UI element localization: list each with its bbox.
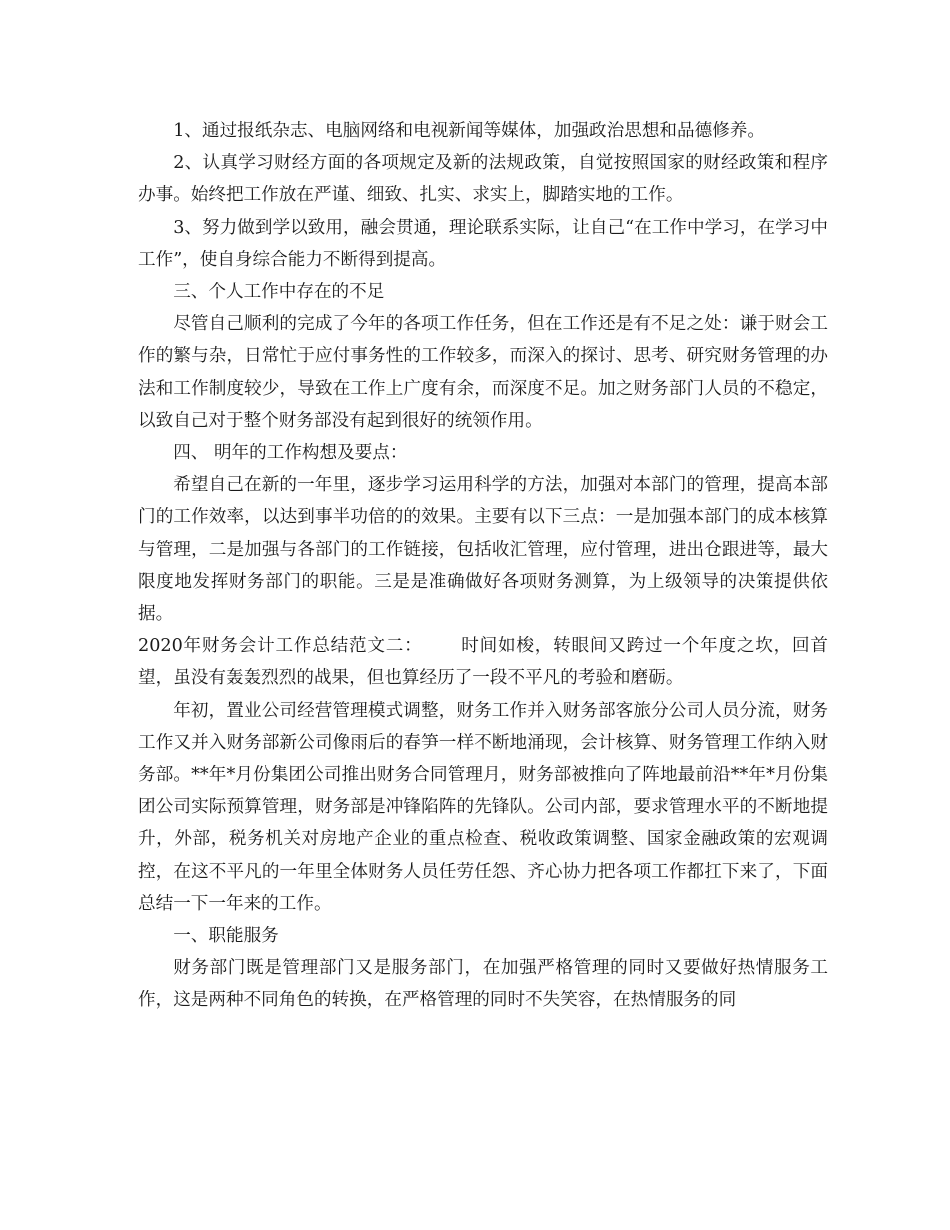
paragraph-function-service: 财务部门既是管理部门又是服务部门，在加强严格管理的同时又要做好热情服务工作，这是两种不同角色的转换，在严格管理的同时不失笑容，在热情服务的同	[138, 958, 828, 1011]
paragraph-shortcomings: 尽管自己顺利的完成了今年的各项工作任务，但在工作还是有不足之处：谦于财会工作的繁与杂，日常忙于应付事务性的工作较多，而深入的探讨、思考、研究财务管理的办法和工作制度较少，导致在工作上广度有余，而深度不足。加之财务部门人员的不稳定，以致自己对于整个财务部没有起到很好的统领作用。	[138, 314, 828, 431]
sample-two-title-line	[138, 630, 828, 694]
paragraph-item-1: 1、通过报纸杂志、电脑网络和电视新闻等媒体，加强政治思想和品德修养。	[173, 121, 765, 141]
document-body	[138, 115, 828, 1017]
sample-two-title: 2020年财务会计工作总结范文二：	[138, 636, 423, 657]
sample-two-intro: 时间如梭，转眼间又跨过一个年度之坎，回首望，虽没有轰轰烈烈的战果，但也算经历了一段不平凡的考验和磨砺。	[138, 636, 828, 689]
paragraph-next-year-plan: 希望自己在新的一年里，逐步学习运用科学的方法，加强对本部门的管理，提高本部门的工作效率，以达到事半功倍的的效果。主要有以下三点：一是加强本部门的成本核算与管理，二是加强与各部门的工作链接，包括收汇管理，应付管理，进出仓跟进等，最大限度地发挥财务部门的职能。三是是准确做好各项财务测算，为上级领导的决策提供依据。	[138, 475, 828, 625]
paragraph-year-overview: 年初，置业公司经营管理模式调整，财务工作并入财务部客旅分公司人员分流，财务工作又并入财务部新公司像雨后的春笋一样不断地涌现，会计核算、财务管理工作纳入财务部。**年*月份集团公司推出财务合同管理月，财务部被推向了阵地最前沿**年*月份集团公司实际预算管理，财务部是冲锋陷阵的先锋队。公司内部，要求管理水平的不断地提升，外部，税务机关对房地产企业的重点检查、税收政策调整、国家金融政策的宏观调控，在这不平凡的一年里全体财务人员任劳任怨、齐心协力把各项工作都扛下来了，下面总结一下一年来的工作。	[138, 700, 828, 914]
paragraph-item-2: 2、认真学习财经方面的各项规定及新的法规政策，自觉按照国家的财经政策和程序办事。始终把工作放在严谨、细致、扎实、求实上，脚踏实地的工作。	[138, 153, 828, 206]
section-heading-function-service: 一、职能服务	[173, 926, 279, 947]
paragraph-item-3: 3、努力做到学以致用，融会贯通，理论联系实际，让自己“在工作中学习，在学习中工作”，使自身综合能力不断得到提高。	[138, 217, 828, 270]
section-heading-shortcomings: 三、个人工作中存在的不足	[173, 282, 385, 303]
section-heading-next-year-plan: 四、 明年的工作构想及要点：	[173, 443, 408, 464]
